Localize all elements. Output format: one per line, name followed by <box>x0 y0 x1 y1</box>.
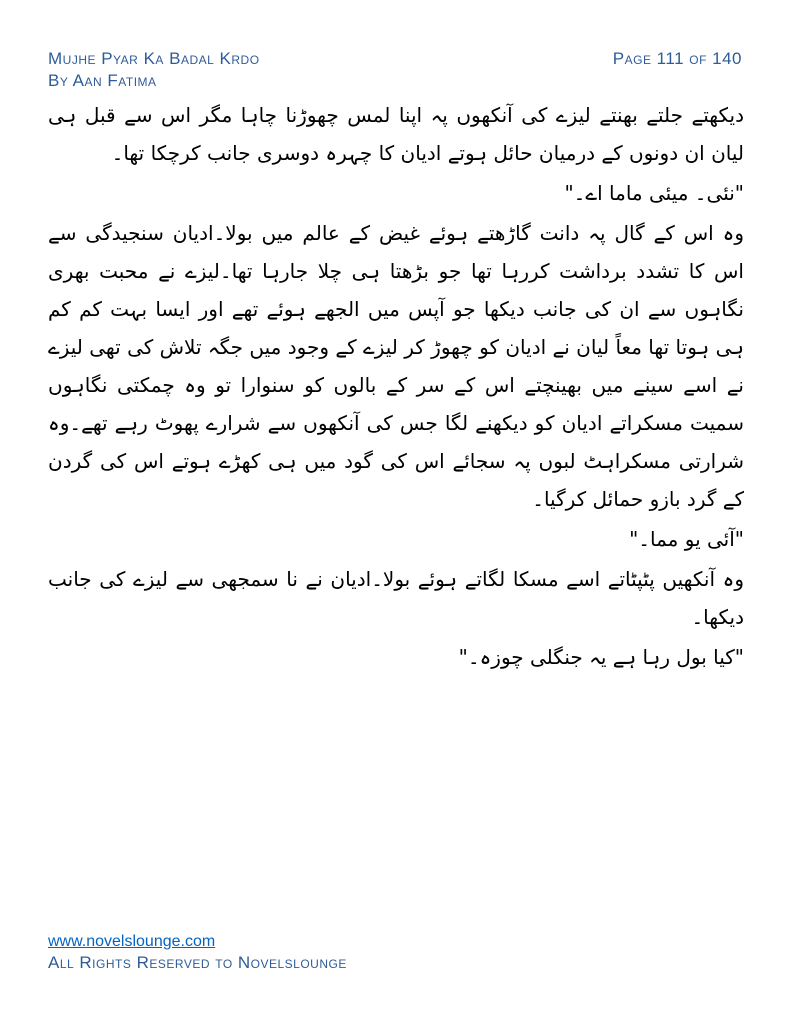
dialogue-3: "کیا بول رہا ہے یہ جنگلی چوزہ۔" <box>458 645 744 669</box>
paragraph-3: وہ آنکھیں پٹپٹاتے اسے مسکا لگاتے ہوئے بولا۔ادیان نے نا سمجھی سے لیزے کی جانب دیکھا۔ <box>48 567 744 629</box>
novel-title: Mujhe Pyar Ka Badal Krdo <box>48 49 260 68</box>
rights-notice: All Rights Reserved to Novelslounge <box>48 953 347 972</box>
paragraph-2: وہ اس کے گال پہ دانت گاڑھتے ہوئے غیض کے عالم میں بولا۔ادیان سنجیدگی سے اس کا تشدد برداشت کررہا تھا جو بڑھتا ہی چلا جارہا تھا۔لیزے نے محبت بھری نگاہوں سے ان کی جانب دیکھا جو آپس میں الجھے ہوئے تھے اور ایسا بہت کم کم ہی ہوتا تھا معاً لیان نے ادیان کو چھوڑ کر لیزے کے وجود میں جگہ تلاش کی تھی لیزے نے اسے سینے میں بھینچتے اس کے سر کے بالوں کو سنوارا تو وہ چمکتی نگاہوں سمیت مسکراتے ادیان کو دیکھنے لگا جس کی آنکھوں سے شرارے پھوٹ رہے تھے۔وہ شرارتی مسکراہٹ لبوں پہ سجائے اس کی گود میں ہی کھڑے ہوتے اس کی گردن کے گرد بازو حمائل کرگیا۔ <box>48 221 744 511</box>
dialogue-1: "نئی۔ میئی ماما اے۔" <box>564 181 744 205</box>
page-header-left <box>48 48 260 92</box>
dialogue-2: "آئی یو مما۔" <box>629 527 744 551</box>
author-name: By Aan Fatima <box>48 71 157 90</box>
story-text <box>48 96 744 676</box>
website-link[interactable]: www.novelslounge.com <box>48 933 216 950</box>
paragraph-1: دیکھتے جلتے بھنتے لیزے کی آنکھوں پہ اپنا لمس چھوڑنا چاہا مگر اس سے قبل ہی لیان ان دونوں کے درمیان حائل ہوتے ادیان کا چہرہ دوسری جانب کرچکا تھا۔ <box>48 103 744 165</box>
page-footer <box>48 932 347 974</box>
page-number: Page 111 of 140 <box>612 49 742 68</box>
